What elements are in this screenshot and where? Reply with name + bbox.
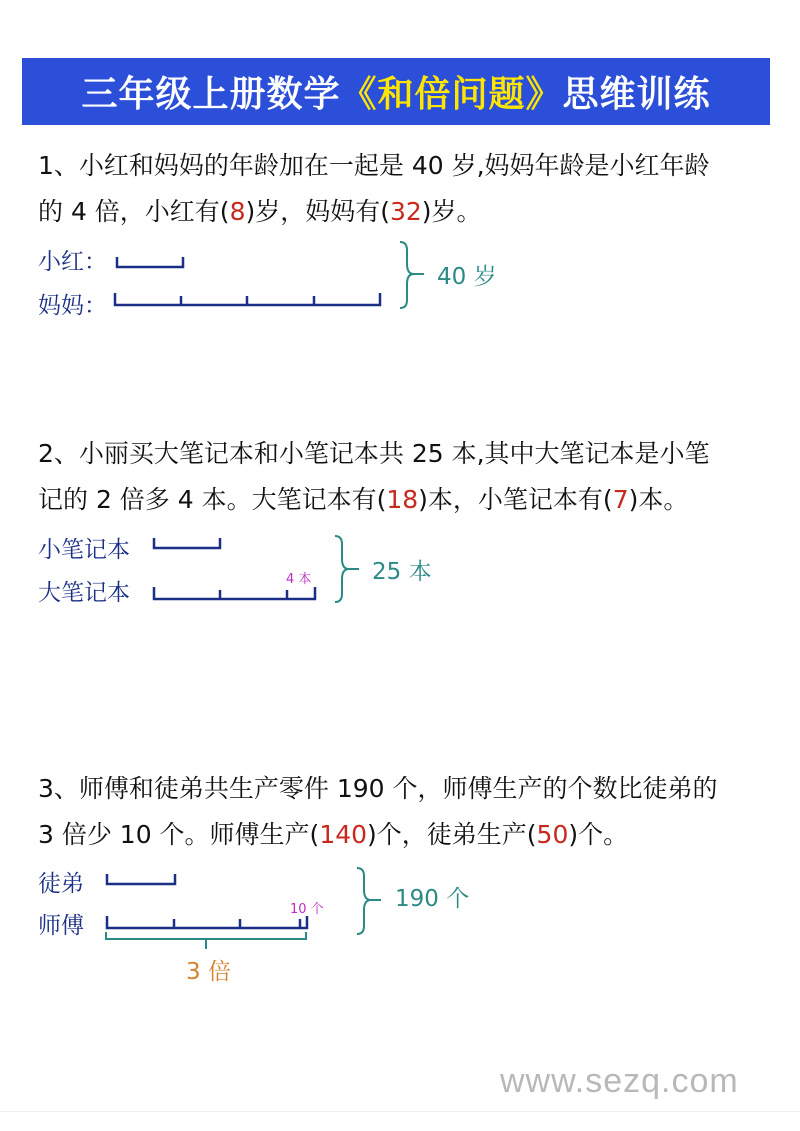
q1-answer-1: 8 (229, 197, 246, 226)
q2-brace (335, 536, 349, 602)
q2-small-segment (154, 538, 220, 548)
q3-answer-1: 140 (319, 820, 368, 849)
q1-label-xiaohong: 小红： (38, 249, 107, 275)
q2-answer-2: 7 (612, 485, 629, 514)
q1-answer-2: 32 (389, 197, 422, 226)
q3-big-segment (107, 916, 307, 928)
q2-answer-1: 18 (386, 485, 419, 514)
q1-line1: 1、小红和妈妈的年龄加在一起是 40 岁,妈妈年龄是小红年龄 (38, 151, 710, 180)
watermark-text: www.sezq.com (500, 1062, 739, 1100)
q2-total-label: 25 本 (372, 559, 432, 585)
q2-big-segment (154, 587, 315, 599)
q3-brace (357, 868, 371, 934)
title-suffix: 思维训练 (562, 74, 711, 115)
q1-small-segment (117, 257, 183, 267)
q3-line2: 3 倍少 10 个。师傅生产(140)个，徒弟生产(50)个。 (38, 820, 629, 849)
q2-line1: 2、小丽买大笔记本和小笔记本共 25 本,其中大笔记本是小笔 (38, 439, 710, 468)
page-title (22, 58, 770, 125)
q2-label-small-notebook: 小笔记本 (38, 537, 130, 563)
q3-times-label: 3 倍 (186, 959, 231, 985)
q2-line2: 记的 2 倍多 4 本。大笔记本有(18)本，小笔记本有(7)本。 (38, 485, 689, 514)
q3-line1: 3、师傅和徒弟共生产零件 190 个，师傅生产的个数比徒弟的 (38, 774, 718, 803)
q2-diagram (0, 530, 800, 610)
q1-brace (400, 242, 414, 308)
bottom-divider (0, 1111, 800, 1112)
q3-extra-label: 10 个 (290, 902, 324, 917)
q1-line2: 的 4 倍，小红有(8)岁，妈妈有(32)岁。 (38, 197, 482, 226)
title-prefix: 三年级上册数学 (81, 74, 341, 115)
q1-total-label: 40 岁 (437, 264, 497, 290)
q3-answer-2: 50 (536, 820, 569, 849)
q2-extra-label: 4 本 (286, 572, 312, 587)
q3-total-label: 190 个 (395, 886, 470, 912)
q3-times-bracket (106, 932, 306, 939)
q3-label-master: 师傅 (38, 913, 84, 939)
q3-small-segment (107, 874, 175, 884)
q1-label-mama: 妈妈： (38, 293, 107, 319)
q1-diagram (0, 230, 800, 330)
q3-label-apprentice: 徒弟 (38, 871, 84, 897)
q2-label-big-notebook: 大笔记本 (38, 580, 130, 606)
title-highlight: 《和倍问题》 (340, 74, 563, 115)
q3-diagram (0, 860, 800, 990)
